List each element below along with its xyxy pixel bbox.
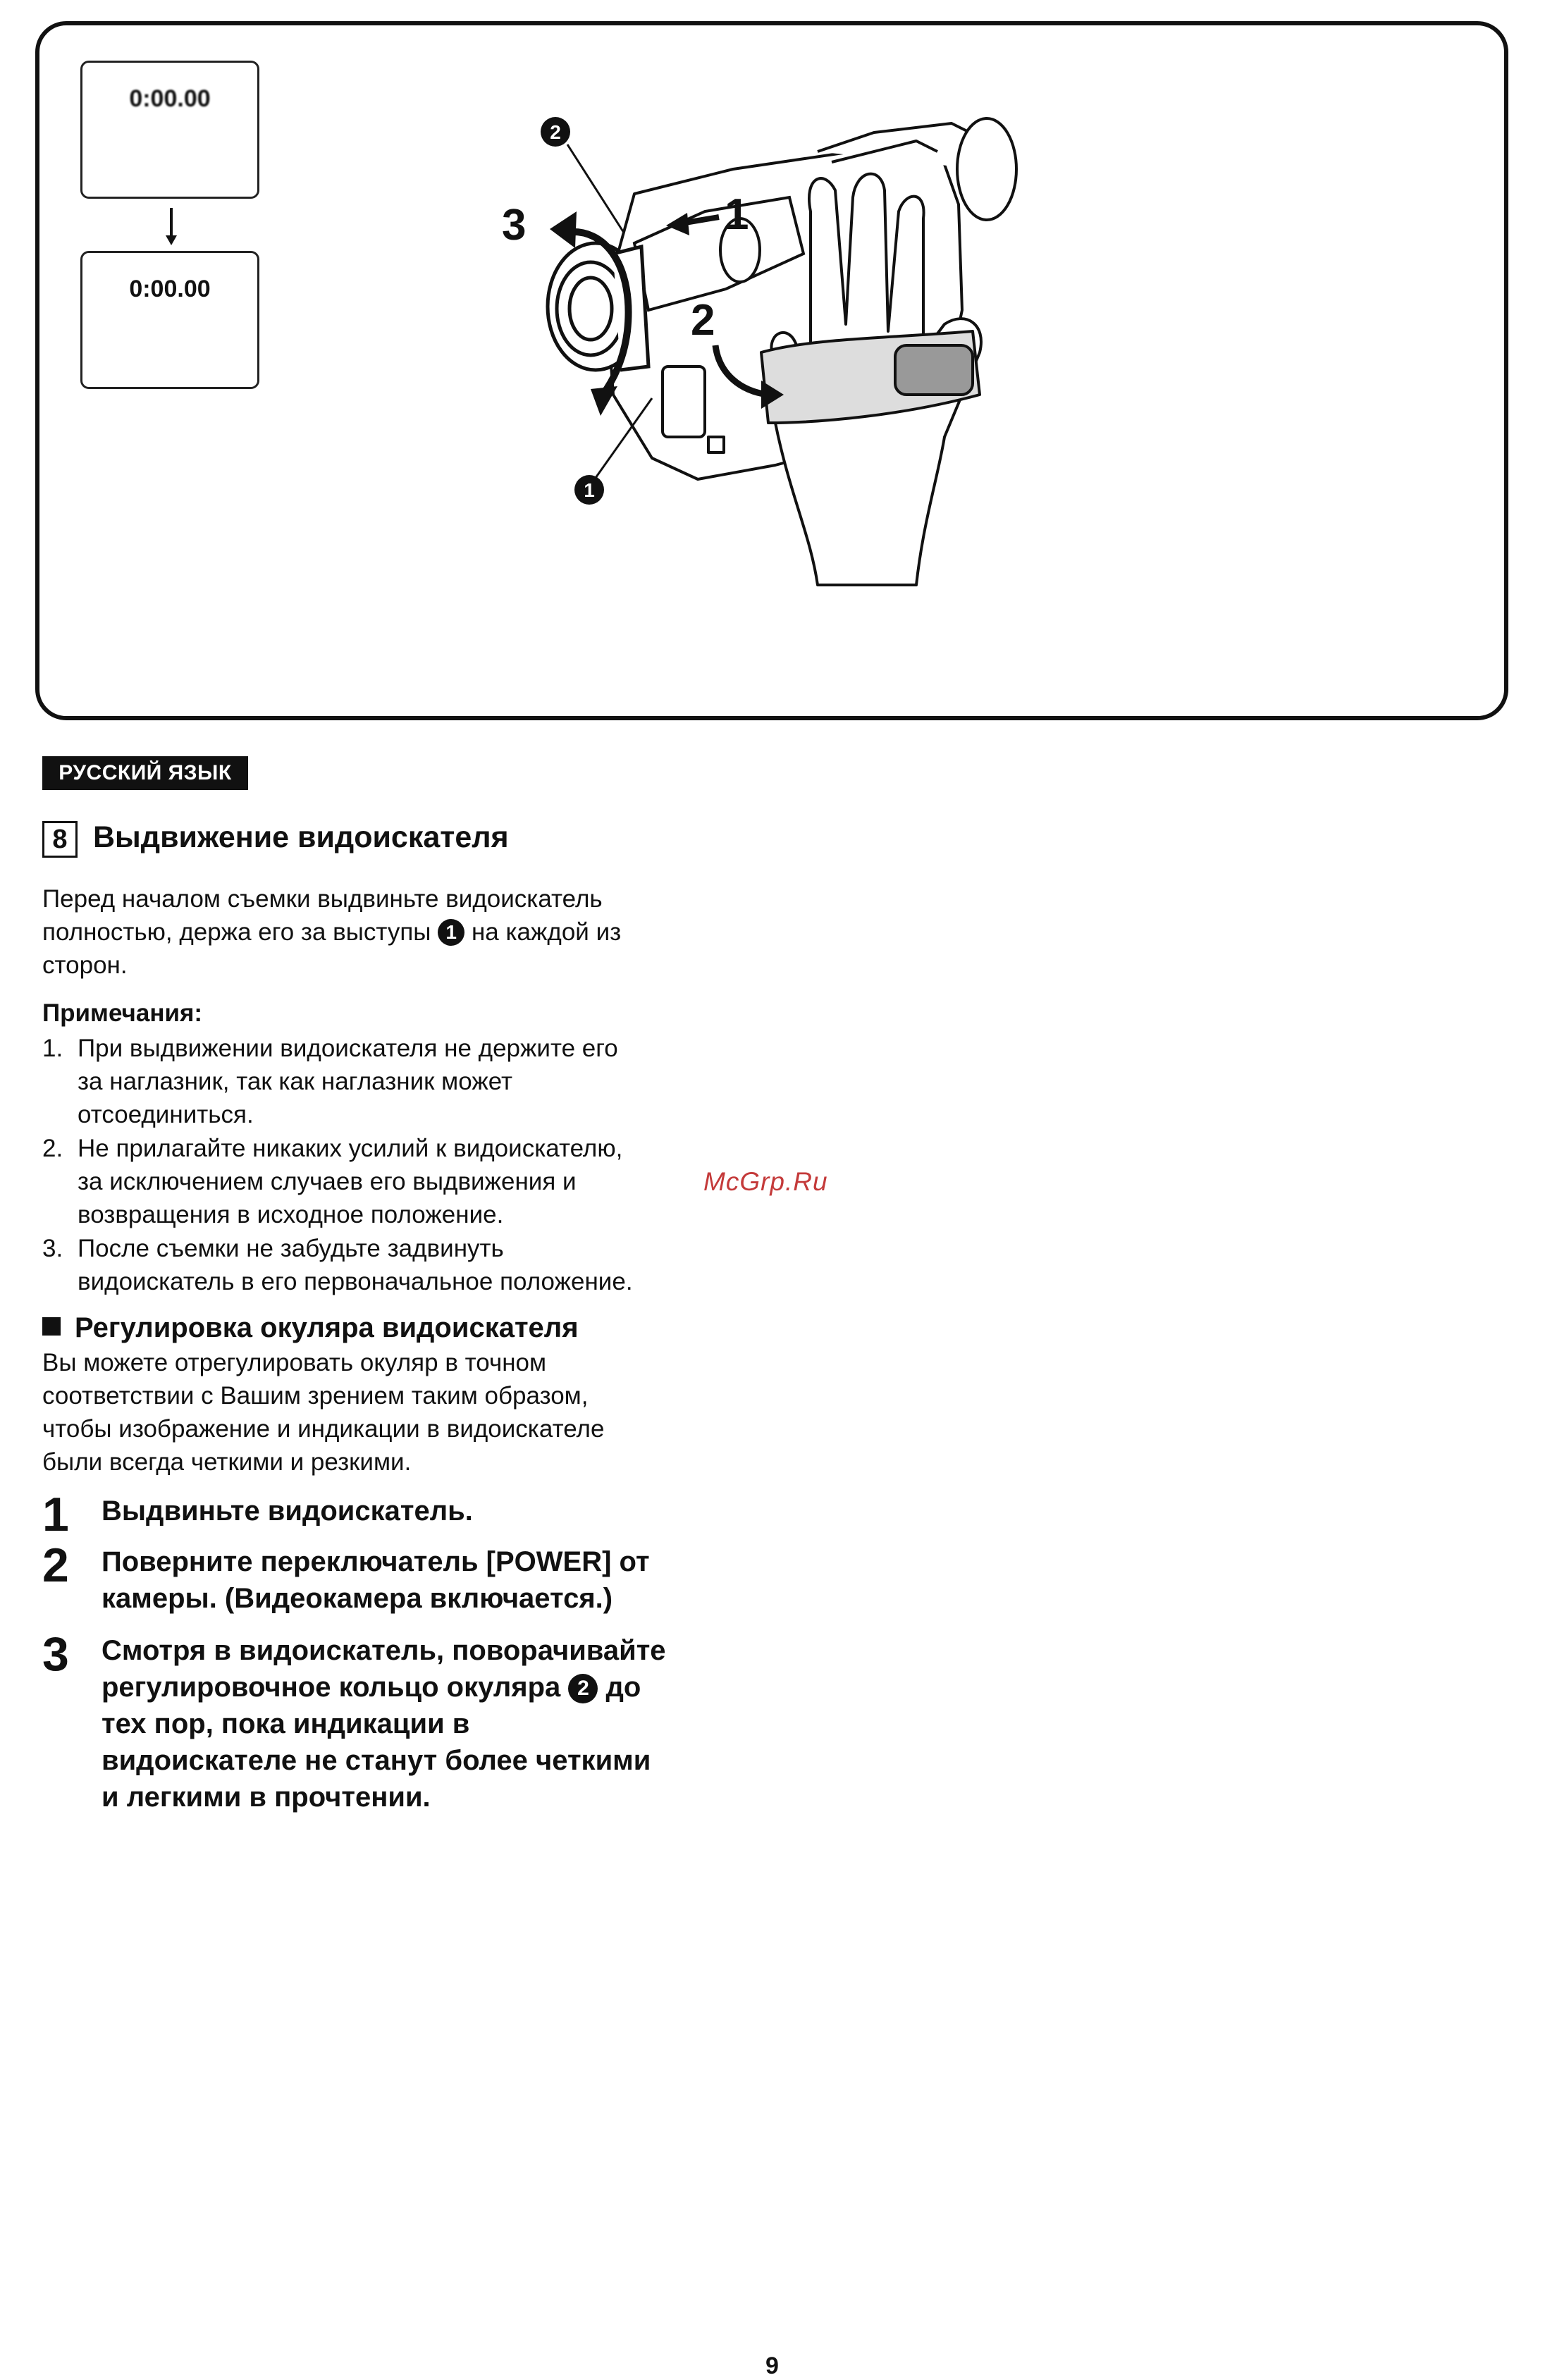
note-line: видоискатель в его первоначальное положение. xyxy=(78,1268,633,1295)
step-line: тех пор, пока индикации в xyxy=(101,1708,470,1739)
note-number: 2. xyxy=(42,1135,63,1162)
subsection-title-text: Регулировка окуляра видоискателя xyxy=(75,1312,579,1343)
step-number: 3 xyxy=(42,1627,69,1681)
note-item xyxy=(42,1032,618,1131)
callout-1: 1 xyxy=(725,190,749,239)
circled-number-badge xyxy=(574,398,652,505)
eyepiece-ring xyxy=(548,243,648,370)
camcorder-illustration xyxy=(0,0,1545,733)
note-line: Не прилагайте никаких усилий к видоискателю, xyxy=(78,1135,623,1162)
notes-heading: Примечания: xyxy=(42,999,203,1027)
section-number: 8 xyxy=(42,821,78,858)
body-line: чтобы изображение и индикации в видоискателе xyxy=(42,1415,605,1443)
step-line: Смотря в видоискатель, поворачивайте xyxy=(101,1635,666,1666)
callout-3: 3 xyxy=(502,201,527,249)
note-line: При выдвижении видоискателя не держите его xyxy=(78,1035,618,1062)
intro-line xyxy=(42,915,719,949)
body-line: Вы можете отрегулировать окуляр в точном xyxy=(42,1349,547,1376)
note-line: После съемки не забудьте задвинуть xyxy=(78,1235,504,1262)
badge-2-label: 2 xyxy=(550,121,561,143)
intro-line-part: на каждой из xyxy=(471,918,622,946)
lcd-time-sharp: 0:00.00 xyxy=(129,276,211,302)
down-arrow-icon xyxy=(166,208,177,245)
section-title xyxy=(42,820,509,858)
callout-2: 2 xyxy=(691,296,715,345)
step-line-part: до xyxy=(605,1672,641,1703)
badge-1-label: 1 xyxy=(584,479,595,501)
watermark: McGrp.Ru xyxy=(703,1167,828,1196)
circled-number-1-icon: 1 xyxy=(438,919,464,946)
subsection-paragraph xyxy=(42,1346,719,1479)
body-line: были всегда четкими и резкими. xyxy=(42,1448,412,1476)
lcd-time-blurred: 0:00.00 xyxy=(129,85,211,112)
square-bullet-icon xyxy=(42,1317,61,1336)
step-line xyxy=(101,1669,666,1706)
note-line: за исключением случаев его выдвижения и xyxy=(78,1168,577,1195)
note-line: возвращения в исходное положение. xyxy=(78,1201,504,1228)
step-number: 1 xyxy=(42,1488,69,1541)
step-line: камеры. (Видеокамера включается.) xyxy=(101,1583,613,1614)
body-line: соответствии с Вашим зрением таким образом, xyxy=(42,1382,589,1410)
subsection-title xyxy=(42,1312,579,1344)
section-title-text: Выдвижение видоискателя xyxy=(93,820,509,854)
intro-line: Перед началом съемки выдвиньте видоискатель xyxy=(42,885,603,913)
circled-number-badge xyxy=(541,117,624,233)
step-number: 2 xyxy=(42,1539,69,1592)
note-item xyxy=(42,1132,622,1231)
language-badge: РУССКИЙ ЯЗЫК xyxy=(42,756,248,790)
step-line-part: регулировочное кольцо окуляра xyxy=(101,1672,561,1703)
note-number: 3. xyxy=(42,1235,63,1262)
note-item xyxy=(42,1232,633,1298)
note-line: за наглазник, так как наглазник может xyxy=(78,1068,513,1095)
step-line: и легкими в прочтении. xyxy=(101,1782,431,1813)
note-number: 1. xyxy=(42,1035,63,1062)
page-number: 9 xyxy=(765,2353,779,2379)
step-line: Поверните переключатель [POWER] от xyxy=(101,1546,650,1577)
intro-line-part: полностью, держа его за выступы xyxy=(42,918,431,946)
circled-number-2-icon: 2 xyxy=(568,1674,598,1703)
intro-line: сторон. xyxy=(42,951,128,979)
step-line: видоискателе не станут более четкими xyxy=(101,1745,651,1776)
step-line: Выдвиньте видоискатель. xyxy=(101,1496,473,1527)
note-line: отсоединиться. xyxy=(78,1101,254,1128)
intro-paragraph xyxy=(42,882,719,982)
